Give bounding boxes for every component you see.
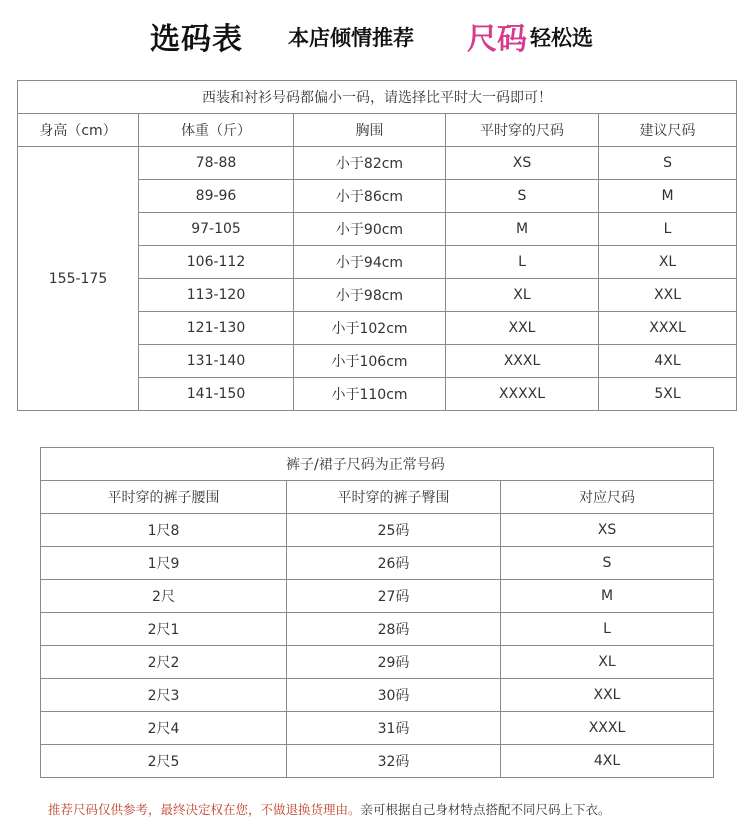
suggested-size-cell: XXL [599,279,737,312]
table-row [41,580,714,613]
table-row [41,712,714,745]
hip-cell: 30码 [287,679,501,712]
size-cell: M [501,580,714,613]
page-header [0,0,750,70]
chest-cell: 小于98cm [294,279,446,312]
table-header-row [41,481,714,514]
suggested-size-cell: 4XL [599,345,737,378]
table-row [41,745,714,778]
waist-cell: 1尺9 [41,547,287,580]
usual-size-cell: M [446,213,599,246]
chest-cell: 小于94cm [294,246,446,279]
waist-cell: 1尺8 [41,514,287,547]
column-header: 体重（斤） [139,114,294,147]
pants-table-note: 裤子/裙子尺码为正常号码 [41,448,714,481]
hip-cell: 32码 [287,745,501,778]
weight-cell: 141-150 [139,378,294,411]
usual-size-cell: S [446,180,599,213]
subtitle-highlight: 尺码 [467,22,527,57]
weight-cell: 113-120 [139,279,294,312]
column-header: 平时穿的尺码 [446,114,599,147]
footer-dark-text: 亲可根据自己身材特点搭配不同尺码上下衣。 [360,802,611,817]
usual-size-cell: L [446,246,599,279]
subtitle-part1: 本店倾情推荐 [288,26,414,50]
column-header: 对应尺码 [501,481,714,514]
column-header: 建议尺码 [599,114,737,147]
pants-size-table [40,447,714,778]
chest-cell: 小于82cm [294,147,446,180]
chest-cell: 小于86cm [294,180,446,213]
table-note-row [18,81,737,114]
chest-cell: 小于102cm [294,312,446,345]
size-cell: XXXL [501,712,714,745]
hip-cell: 26码 [287,547,501,580]
size-cell: 4XL [501,745,714,778]
hip-cell: 29码 [287,646,501,679]
suggested-size-cell: S [599,147,737,180]
weight-cell: 121-130 [139,312,294,345]
subtitle-part2: 轻松选 [530,26,593,50]
waist-cell: 2尺2 [41,646,287,679]
size-cell: L [501,613,714,646]
size-cell: XXL [501,679,714,712]
suggested-size-cell: L [599,213,737,246]
waist-cell: 2尺1 [41,613,287,646]
suggested-size-cell: 5XL [599,378,737,411]
column-header: 平时穿的裤子腰围 [41,481,287,514]
size-cell: XS [501,514,714,547]
suggested-size-cell: M [599,180,737,213]
usual-size-cell: XXXL [446,345,599,378]
page-title: 选码表 [150,22,243,57]
size-cell: S [501,547,714,580]
hip-cell: 25码 [287,514,501,547]
usual-size-cell: XXXXL [446,378,599,411]
height-range-cell: 155-175 [18,147,139,411]
suggested-size-cell: XXXL [599,312,737,345]
column-header: 胸围 [294,114,446,147]
waist-cell: 2尺4 [41,712,287,745]
weight-cell: 97-105 [139,213,294,246]
weight-cell: 89-96 [139,180,294,213]
footer-disclaimer [48,800,728,818]
table-row [41,679,714,712]
usual-size-cell: XS [446,147,599,180]
usual-size-cell: XL [446,279,599,312]
waist-cell: 2尺5 [41,745,287,778]
table-row [41,547,714,580]
column-header: 平时穿的裤子臀围 [287,481,501,514]
table-row [18,147,737,180]
suggested-size-cell: XL [599,246,737,279]
waist-cell: 2尺 [41,580,287,613]
table-header-row [18,114,737,147]
weight-cell: 78-88 [139,147,294,180]
size-cell: XL [501,646,714,679]
usual-size-cell: XXL [446,312,599,345]
chest-cell: 小于110cm [294,378,446,411]
weight-cell: 106-112 [139,246,294,279]
chest-cell: 小于90cm [294,213,446,246]
hip-cell: 31码 [287,712,501,745]
waist-cell: 2尺3 [41,679,287,712]
footer-red-text: 推荐尺码仅供参考，最终决定权在您，不做退换货理由。 [48,802,361,817]
shirt-size-table [17,80,737,411]
column-header: 身高（cm） [18,114,139,147]
chest-cell: 小于106cm [294,345,446,378]
table-row [41,514,714,547]
hip-cell: 27码 [287,580,501,613]
table-row [41,646,714,679]
weight-cell: 131-140 [139,345,294,378]
table-note-row [41,448,714,481]
table-row [41,613,714,646]
shirt-table-note: 西装和衬衫号码都偏小一码，请选择比平时大一码即可！ [18,81,737,114]
hip-cell: 28码 [287,613,501,646]
